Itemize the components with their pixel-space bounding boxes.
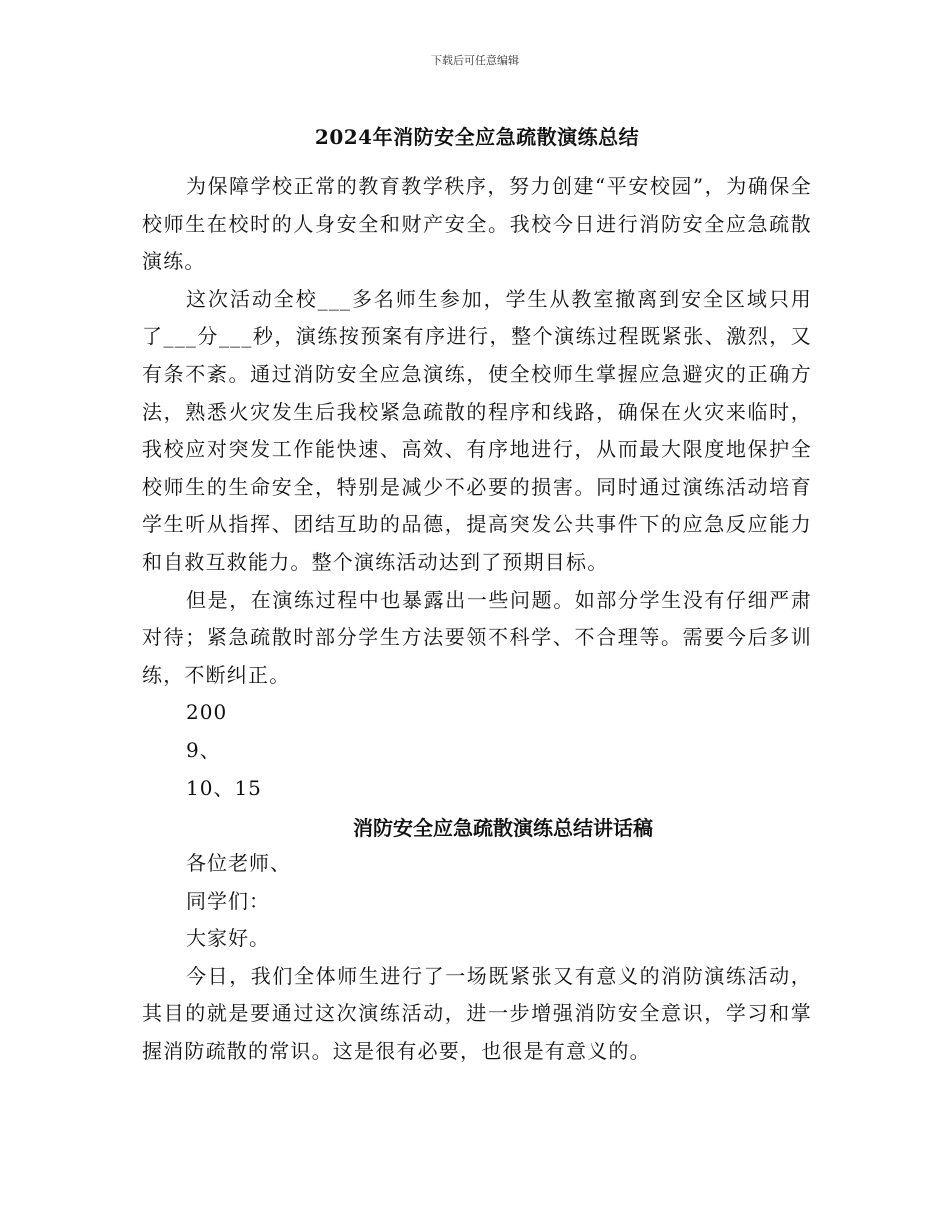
paragraph-intro: 为保障学校正常的教育教学秩序，努力创建“平安校园”，为确保全校师生在校时的人身安全和财产安全。我校今日进行消防安全应急疏散演练。 bbox=[142, 174, 812, 274]
date-line-month: 9、 bbox=[186, 737, 221, 762]
paragraph-problems: 但是，在演练过程中也暴露出一些问题。如部分学生没有仔细严肃对待；紧急疏散时部分学生方法要领不科学、不合理等。需要今后多训练，不断纠正。 bbox=[142, 587, 812, 687]
greeting-hello: 大家好。 bbox=[186, 926, 270, 951]
document-body bbox=[142, 120, 812, 1071]
section-title: 消防安全应急疏散演练总结讲话稿 bbox=[353, 816, 653, 841]
greeting-students: 同学们： bbox=[186, 888, 270, 913]
header-note: 下载后可任意编辑 bbox=[431, 54, 519, 67]
paragraph-speech: 今日，我们全体师生进行了一场既紧张又有意义的消防演练活动，其目的就是要通过这次演练活动，进一步增强消防安全意识，学习和掌握消防疏散的常识。这是很有必要，也很是有意义的。 bbox=[142, 963, 812, 1064]
date-line-year: 200 bbox=[186, 700, 228, 725]
date-line-day: 10、15 bbox=[186, 775, 262, 800]
greeting-teachers: 各位老师、 bbox=[186, 851, 291, 876]
paragraph-activity: 这次活动全校___多名师生参加，学生从教室撤离到安全区域只用了___分___秒，演练按预案有序进行，整个演练过程既紧张、激烈，又有条不紊。通过消防安全应急演练，使全校师生掌握应急避灾的正确方法，熟悉火灾发生后我校紧急疏散的程序和线路，确保在火灾来临时，我校应对突发工作能快速、高效、有序地进行，从而最大限度地保护全校师生的生命安全，特别是减少不必要的损害。同时通过演练活动培育学生听从指挥、团结互助的品德，提高突发公共事件下的应急反应能力和自救互救能力。整个演练活动达到了预期目标。 bbox=[142, 286, 812, 574]
document-title: 2024年消防安全应急疏散演练总结 bbox=[314, 125, 640, 149]
